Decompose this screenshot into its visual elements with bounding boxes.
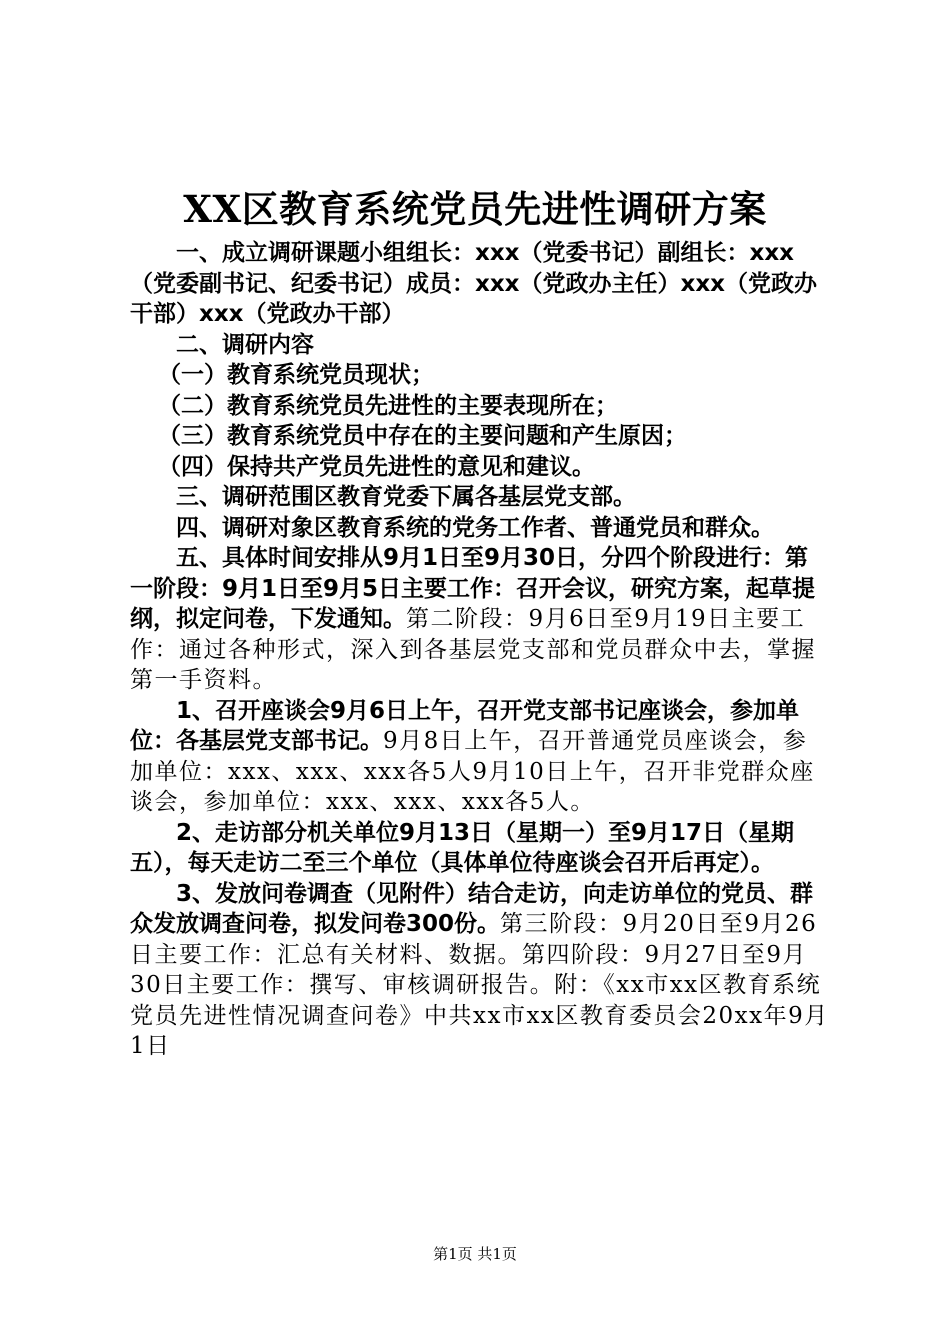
schedule-phase-three-four: 第三阶段：9月20日至9月26日主要工作：汇总有关材料、数据。第四阶段：9月27日至9月30日主要工作：撰写、审核调研报告。附：《xx市xx区教育系统党员先进性情况调查问卷》中共xx市xx区教育委员会20xx年9月1日 (130, 911, 829, 1059)
paragraph-research-content-heading: 二、调研内容 (176, 331, 314, 358)
list-item-status: （一）教育系统党员现状； (158, 362, 434, 388)
questionnaire-distribution: 3、发放问卷调查（见附件）结合走访，向走访单位的党员、群众发放调查问卷，拟发问卷300份。 (130, 880, 814, 937)
paragraph-research-group: 一、成立调研课题小组组长：xxx（党委书记）副组长：xxx（党委副书记、纪委书记）成员：xxx（党政办主任）xxx（党政办干部）xxx（党政办干部） (130, 240, 818, 327)
document-body (130, 238, 830, 1062)
forum-members: 9月8日上午，召开普通党员座谈会，参加单位：xxx、xxx、xxx各5人9月10日上午，召开非党群众座谈会，参加单位：xxx、xxx、xxx各5人。 (130, 728, 815, 815)
schedule-phase-two: 第二阶段：9月6日至9月19日主要工作：通过各种形式，深入到各基层党支部和党员群众中去，掌握第一手资料。 (130, 606, 816, 693)
list-item-problems: （三）教育系统党员中存在的主要问题和产生原因； (158, 423, 687, 449)
forum-secretaries: 1、召开座谈会9月6日上午，召开党支部书记座谈会，参加单位：各基层党支部书记。 (130, 697, 800, 754)
document-title: XX区教育系统党员先进性调研方案 (183, 187, 767, 231)
paragraph-research-scope: 三、调研范围区教育党委下属各基层党支部。 (176, 484, 636, 510)
schedule-phase-one: 五、具体时间安排从9月1日至9月30日，分四个阶段进行：第一阶段：9月1日至9月5日主要工作：召开会议，研究方案，起草提纲，拟定问卷，下发通知。 (130, 545, 816, 632)
paragraph-forum (130, 696, 830, 818)
page-footer: 第1页 共1页 (433, 1245, 517, 1263)
paragraph-research-objects: 四、调研对象区教育系统的党务工作者、普通党员和群众。 (176, 514, 774, 541)
paragraph-visits: 2、走访部分机关单位9月13日（星期一）至9月17日（星期五），每天走访二至三个单位（具体单位待座谈会召开后再定）。 (130, 819, 795, 876)
paragraph-schedule (130, 543, 830, 696)
list-item-suggestions: （四）保持共产党员先进性的意见和建议。 (158, 453, 595, 480)
list-item-advancedness: （二）教育系统党员先进性的主要表现所在； (158, 392, 618, 419)
paragraph-questionnaire (130, 879, 830, 1062)
